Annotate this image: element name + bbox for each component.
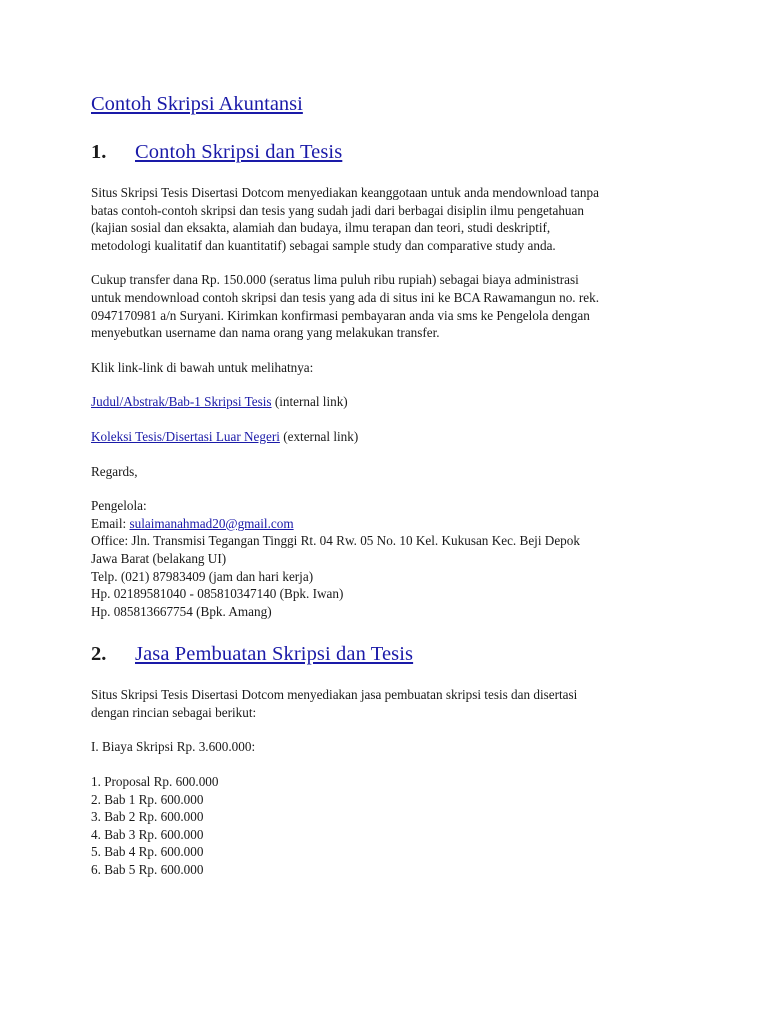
office-address-line: Jawa Barat (belakang UI) bbox=[91, 550, 227, 566]
section-1-number: 1. bbox=[91, 141, 107, 163]
section-2-intro bbox=[91, 686, 691, 721]
list-item: 1. Proposal Rp. 600.000 bbox=[91, 774, 219, 790]
cost-heading: I. Biaya Skripsi Rp. 3.600.000: bbox=[91, 739, 256, 755]
cost-list bbox=[91, 773, 691, 879]
internal-link[interactable]: Judul/Abstrak/Bab-1 Skripsi Tesis bbox=[91, 394, 272, 410]
text-line: Situs Skripsi Tesis Disertasi Dotcom menyediakan jasa pembuatan skripsi tesis dan disertasi bbox=[91, 687, 578, 703]
text-line: untuk mendownload contoh skripsi dan tesis yang ada di situs ini ke BCA Rawamangun no. rek. bbox=[91, 289, 600, 305]
section-2-heading bbox=[91, 640, 691, 668]
external-link-paragraph bbox=[91, 428, 691, 446]
list-item: 4. Bab 3 Rp. 600.000 bbox=[91, 826, 204, 842]
text-line: menyebutkan username dan nama orang yang melakukan transfer. bbox=[91, 325, 440, 341]
section-2-title-link[interactable]: Jasa Pembuatan Skripsi dan Tesis bbox=[135, 643, 414, 666]
text-line: Cukup transfer dana Rp. 150.000 (seratus lima puluh ribu rupiah) sebagai biaya administrasi bbox=[91, 272, 579, 288]
pengelola-label: Pengelola: bbox=[91, 498, 147, 514]
document-page bbox=[91, 90, 691, 879]
list-item: 3. Bab 2 Rp. 600.000 bbox=[91, 809, 204, 825]
external-link-note: (external link) bbox=[279, 428, 359, 444]
document-title[interactable]: Contoh Skripsi Akuntansi bbox=[91, 93, 303, 115]
text-line: 0947170981 a/n Suryani. Kirimkan konfirmasi pembayaran anda via sms ke Pengelola dengan bbox=[91, 307, 590, 323]
text-line: batas contoh-contoh skripsi dan tesis yang sudah jadi dari berbagai disiplin ilmu pengetahuan bbox=[91, 202, 584, 218]
email-label: Email: bbox=[91, 515, 130, 531]
text-line: dengan rincian sebagai berikut: bbox=[91, 704, 257, 720]
handphone-line: Hp. 085813667754 (Bpk. Amang) bbox=[91, 603, 272, 619]
external-link[interactable]: Koleksi Tesis/Disertasi Luar Negeri bbox=[91, 428, 280, 444]
email-link[interactable]: sulaimanahmad20@gmail.com bbox=[129, 515, 294, 531]
text-line: (kajian sosial dan eksakta, alamiah dan budaya, ilmu terapan dan teori, studi deskriptif, bbox=[91, 220, 551, 236]
internal-link-note: (internal link) bbox=[271, 394, 348, 410]
office-address-line: Office: Jln. Transmisi Tegangan Tinggi Rt. 04 Rw. 05 No. 10 Kel. Kukusan Kec. Beji Depok bbox=[91, 533, 580, 549]
section-2-number: 2. bbox=[91, 643, 107, 666]
text-line: metodologi kualitatif dan kuantitatif) sebagai sample study dan comparative study anda. bbox=[91, 237, 556, 253]
section-1-title-link[interactable]: Contoh Skripsi dan Tesis bbox=[135, 141, 343, 163]
telephone-line: Telp. (021) 87983409 (jam dan hari kerja) bbox=[91, 568, 314, 584]
list-item: 5. Bab 4 Rp. 600.000 bbox=[91, 844, 204, 860]
handphone-line: Hp. 02189581040 - 085810347140 (Bpk. Iwan) bbox=[91, 586, 344, 602]
list-item: 2. Bab 1 Rp. 600.000 bbox=[91, 791, 204, 807]
regards-text: Regards, bbox=[91, 463, 138, 479]
section-1-heading bbox=[91, 138, 691, 166]
internal-link-paragraph bbox=[91, 393, 691, 411]
text-line: Situs Skripsi Tesis Disertasi Dotcom menyediakan keanggotaan untuk anda mendownload tanpa bbox=[91, 185, 599, 200]
contact-block bbox=[91, 497, 691, 620]
email-line bbox=[91, 515, 691, 533]
section-1-intro bbox=[91, 184, 691, 254]
click-instruction: Klik link-link di bawah untuk melihatnya: bbox=[91, 359, 314, 375]
list-item: 6. Bab 5 Rp. 600.000 bbox=[91, 862, 204, 878]
section-1-transfer-info bbox=[91, 271, 691, 341]
